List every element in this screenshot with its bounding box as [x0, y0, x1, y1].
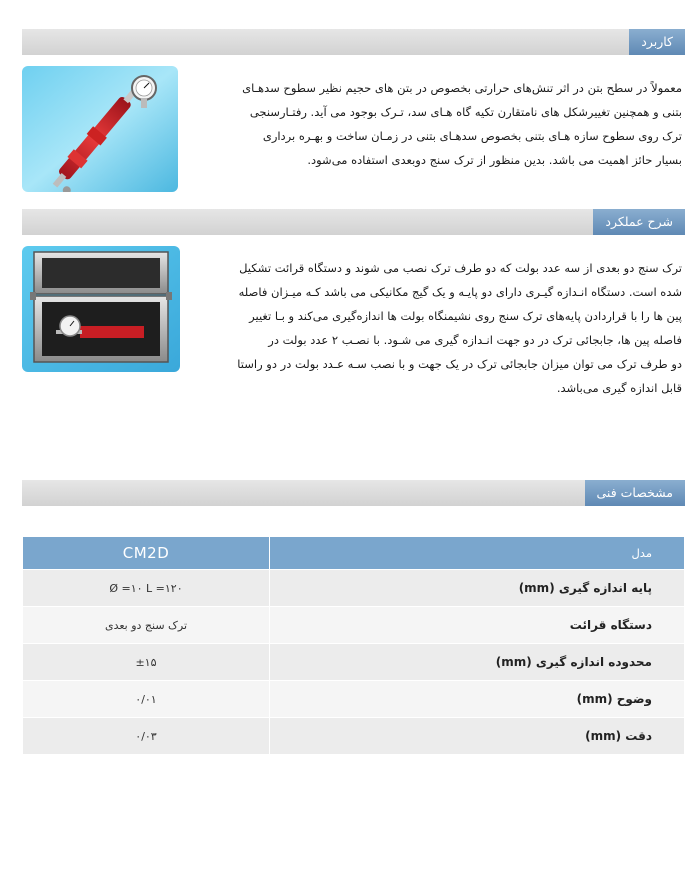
usage-line: معمولاً در سطح بتن در اثر تنش‌های حرارتی بخصوص در بتن های حجیم نظیر سطوح سدهـای [242, 81, 682, 95]
function-line: فاصله پین ها، جابجائی ترک در دو جهت انـدازه گیری می شـود. با نصـب ۲ عدد بولت در [268, 333, 682, 347]
function-paragraph [184, 256, 682, 400]
usage-section-title: کاربرد [629, 29, 685, 55]
function-section-title: شرح عملکرد [593, 209, 685, 235]
case-photo [22, 246, 180, 372]
function-line: دو طرف ترک می توان میزان جابجائی ترک در یک جهت و با نصب سـه عـدد بولت در دو راستا [237, 357, 682, 371]
spec-label: محدوده اندازه گیری (mm) [270, 644, 685, 681]
specs-section-title: مشخصات فنی [585, 480, 685, 506]
usage-paragraph [184, 76, 682, 172]
spec-label: وضوح (mm) [270, 681, 685, 718]
spec-label: پایه اندازه گیری (mm) [270, 570, 685, 607]
spec-label: دستگاه قرائت [270, 607, 685, 644]
usage-line: بسیار حائز اهمیت می باشد. بدین منظور از ترک سنج دوبعدی استفاده می‌شود. [307, 153, 682, 167]
spec-value: ترک سنج دو بعدی [23, 607, 270, 644]
table-row [23, 607, 685, 644]
function-line: شده است. دستگاه انـدازه گیـری دارای دو پایـه و یک گیج مکانیکی می باشد کـه میـزان فاصله [238, 285, 682, 299]
spec-value: ±۱۵ [23, 644, 270, 681]
spec-table-header [23, 537, 685, 570]
function-line: ترک سنج دو بعدی از سه عدد بولت که دو طرف ترک نصب می شوند و دستگاه قرائت تشکیل [239, 261, 682, 275]
model-value: CM2D [23, 537, 270, 570]
crack-gauge-image [22, 66, 178, 192]
carry-case-image [22, 246, 180, 372]
spec-value: ۰/۰۱ [23, 681, 270, 718]
function-line: پین ها را با قراردادن پایه‌های ترک سنج روی نشیمنگاه بولت ها اندازه‌گیری می‌کند و بـا تغییر [249, 309, 682, 323]
crack-gauge-photo [22, 66, 178, 192]
specs-section-bar [22, 480, 685, 506]
table-row [23, 570, 685, 607]
table-row [23, 681, 685, 718]
spec-label: دقت (mm) [270, 718, 685, 755]
usage-section-bar [22, 29, 685, 55]
spec-value: Ø =۱۰ L =۱۲۰ [23, 570, 270, 607]
usage-line: بتنی و همچنین تغییرشکل های نامتقارن تکیه گاه هـای سد، تـرک بوجود می آید. رفتـارسنجی [249, 105, 682, 119]
usage-line: ترک روی سطوح سازه هـای بتنی بخصوص سدهـای بتنی در زمـان ساخت و بهـره برداری [262, 129, 682, 143]
model-label: مدل [270, 537, 685, 570]
spec-table [22, 536, 685, 755]
function-line: قابل اندازه گیری می‌باشد. [556, 381, 682, 395]
table-row [23, 718, 685, 755]
spec-value: ۰/۰۳ [23, 718, 270, 755]
function-section-bar [22, 209, 685, 235]
table-row [23, 644, 685, 681]
